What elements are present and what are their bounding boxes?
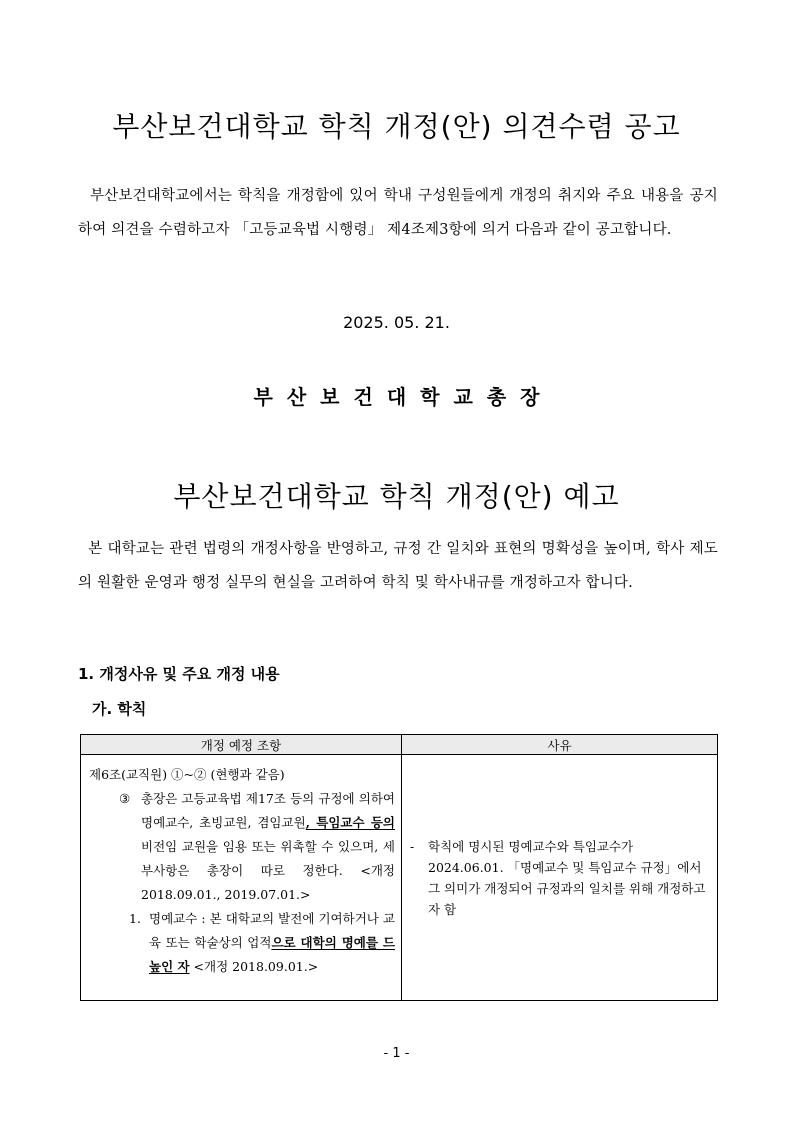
column-header-reason: 사유 — [402, 735, 718, 755]
section-subheading: 가. 학칙 — [92, 700, 147, 718]
clause-3-number: ③ — [119, 791, 131, 806]
notice-date: 2025. 05. 21. — [343, 313, 450, 332]
page-number: - 1 - — [383, 1046, 410, 1061]
subitem-1-text: 명예교수 : 본 대학교의 발전에 기여하거나 교육 또는 학술상의 업적 — [149, 911, 395, 950]
notice-title: 부산보건대학교 학칙 개정(안) 의견수렴 공고 — [112, 110, 681, 143]
notice-body-text: 부산보건대학교에서는 학칙을 개정함에 있어 학내 구성원들에게 개정의 취지와 주요 내용을 공지하여 의견을 수렴하고자 「고등교육법 시행령」 제4조제3항에 의거 다음과 같이 공고합니다. — [78, 188, 718, 238]
reason-marker: - — [410, 838, 415, 854]
clause-3 — [119, 787, 395, 907]
table-row — [81, 755, 718, 1001]
preannouncement-body — [78, 533, 718, 600]
section-heading: 1. 개정사유 및 주요 개정 내용 — [78, 665, 280, 683]
subitem-1 — [129, 907, 395, 979]
preannouncement-body-text: 본 대학교는 관련 법령의 개정사항을 반영하고, 규정 간 일치와 표현의 명확성을 높이며, 학사 제도의 원활한 운영과 행정 실무의 현실을 고려하여 학칙 및 학사내규를 개정하고자 합니다. — [78, 541, 718, 591]
reason-cell — [402, 755, 718, 1001]
preannouncement-title: 부산보건대학교 학칙 개정(안) 예고 — [173, 480, 620, 513]
notice-issuer: 부산보건대학교총장 — [253, 385, 554, 409]
amendment-table — [80, 734, 718, 1001]
table-header-row — [81, 735, 718, 755]
clause-3-text-rest: 비전임 교원을 임용 또는 위촉할 수 있으며, 세부사항은 총장이 따로 정한다. <개정 2018.09.01., 2019.07.01.> — [141, 839, 395, 902]
reason-text: 학칙에 명시된 명예교수와 특임교수가 2024.06.01. 「명예교수 및 특임교수 규정」에서 그 의미가 개정되어 규정과의 일치를 위해 개정하고자 함 — [428, 838, 706, 917]
subitem-1-amended-text: 으로 대학의 명예를 드높인 자 — [149, 935, 395, 974]
clause-3-amended-text: , 특임교수 등의 — [305, 815, 395, 830]
column-header-article: 개정 예정 조항 — [81, 735, 402, 755]
subitem-1-text-rest: <개정 2018.09.01.> — [189, 959, 319, 974]
article-cell — [81, 755, 402, 1001]
notice-body — [78, 180, 718, 247]
clause-3-text: 총장은 고등교육법 제17조 등의 규정에 의하여 명예교수, 초빙교원, 겸임교원 — [141, 791, 395, 830]
article-heading: 제6조(교직원) ①~② (현행과 같음) — [89, 767, 285, 782]
subitem-1-number: 1. — [129, 911, 141, 926]
